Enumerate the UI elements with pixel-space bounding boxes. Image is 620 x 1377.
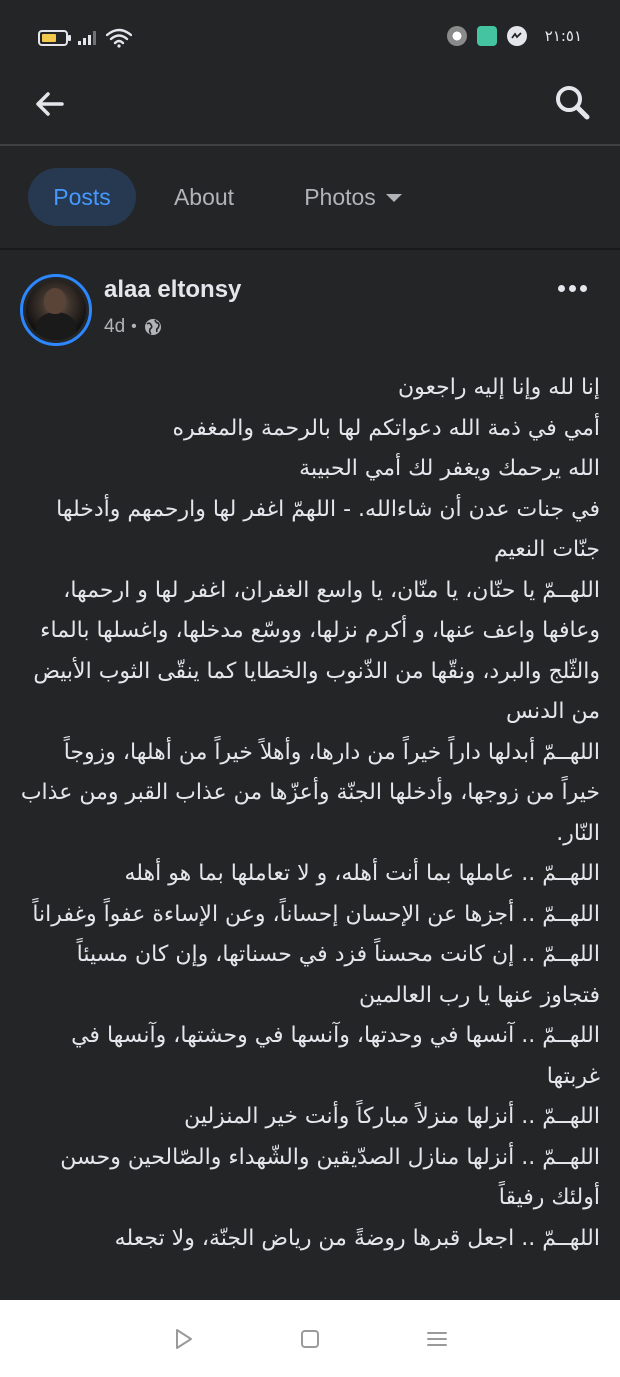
system-nav-bar bbox=[0, 1300, 620, 1377]
status-bar bbox=[0, 0, 620, 70]
post-line: اللهــمّ .. أنزلها منازل الصدّيقين والشّهداء والصّالحين وحسن أولئك رفيقاً bbox=[60, 1144, 600, 1210]
tab-about[interactable]: About bbox=[173, 183, 235, 210]
profile-tabs bbox=[0, 146, 620, 248]
post-line: اللهــمّ .. أنزلها منزلاً مباركاً وأنت خير المنزلين bbox=[184, 1104, 600, 1129]
post-line: اللهــمّ يا حنّان، يا منّان، يا واسع الغفران، اغفر لها و ارحمها، وعافها واعف عنها، و أكرم نزلها، ووسّع مدخلها، واغسلها بالماء والثّلج والبرد، ونقّها من الذّنوب والخطايا كما ينقّى الثوب الأبيض من الدنس bbox=[33, 577, 600, 724]
status-left bbox=[38, 28, 132, 48]
post-card bbox=[0, 250, 620, 1300]
post-line: اللهــمّ .. اجعل قبرها روضةً من رياض الجنّة، ولا تجعله bbox=[114, 1225, 600, 1251]
post-meta bbox=[104, 316, 163, 338]
clock-time: ٢١:٥١ bbox=[544, 27, 582, 45]
post-line: اللهــمّ .. أجزها عن الإحسان إحساناً، وعن الإساءة عفواً وغفراناً bbox=[32, 901, 600, 927]
meta-separator: • bbox=[131, 318, 137, 335]
post-line: إنا لله وإنا إليه راجعون bbox=[398, 375, 600, 400]
post-line: اللهــمّ أبدلها داراً خيراً من دارها، وأهلاً خيراً من أهلها، وزوجاً خيراً من زوجها، وأدخلها الجنّة وأعزّها من عذاب القبر ومن عذاب النّار. bbox=[20, 739, 600, 846]
tab-posts[interactable]: Posts bbox=[28, 168, 136, 226]
arrow-left-icon[interactable] bbox=[32, 86, 68, 122]
square-icon[interactable] bbox=[295, 1324, 325, 1354]
battery-icon bbox=[38, 30, 68, 46]
signal-icon bbox=[78, 31, 96, 45]
post-line: في جنات عدن أن شاءالله. - اللهمّ اغفر لها وارحمهم وأدخلها جنّات النعيم bbox=[56, 496, 600, 562]
post-time[interactable]: 4d bbox=[104, 316, 126, 337]
avatar[interactable] bbox=[20, 274, 92, 346]
post-author[interactable]: alaa eltonsy bbox=[104, 276, 242, 303]
top-bar bbox=[0, 70, 620, 144]
post-text bbox=[20, 368, 600, 1259]
globe-icon bbox=[143, 317, 163, 337]
status-right bbox=[447, 26, 582, 46]
post-line: اللهــمّ .. إن كانت محسناً فزد في حسناتها، وإن كان مسيئاً فتجاوز عنها يا رب العالمين bbox=[76, 942, 600, 1008]
post-line: الله يرحمك ويغفر لك أمي الحبيبة bbox=[299, 456, 600, 481]
tab-photos[interactable]: Photos bbox=[278, 168, 428, 226]
post-line: اللهــمّ .. عاملها بما أنت أهله، و لا تعاملها بما هو أهله bbox=[124, 861, 600, 886]
post-line: اللهــمّ .. آنسها في وحدتها، وآنسها في وحشتها، وآنسها في غربتها bbox=[71, 1023, 600, 1089]
messenger-icon bbox=[507, 26, 527, 46]
profile-photo bbox=[26, 280, 86, 340]
search-icon[interactable] bbox=[552, 82, 592, 122]
post-line: أمي في ذمة الله دعواتكم لها بالرحمة والمغفره bbox=[172, 415, 600, 441]
chrome-icon bbox=[447, 26, 467, 46]
play-icon[interactable] bbox=[168, 1324, 198, 1354]
wifi-icon bbox=[106, 28, 132, 48]
app-notification-icon bbox=[477, 26, 497, 46]
more-options-icon[interactable] bbox=[558, 278, 588, 298]
menu-icon[interactable] bbox=[422, 1324, 452, 1354]
caret-down-icon bbox=[386, 194, 402, 202]
